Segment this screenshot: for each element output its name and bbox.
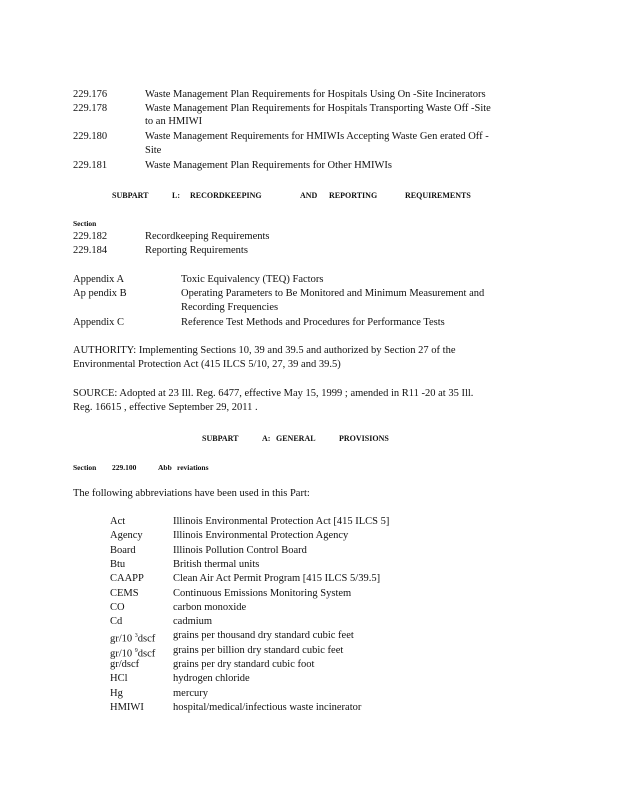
toc-title-continuation: Site: [145, 145, 162, 156]
toc-title: Waste Management Requirements for HMIWIs Accepting Waste Gen erated Off -: [145, 131, 489, 142]
abbreviation-definition: grains per dry standard cubic foot: [173, 659, 315, 670]
abbreviation-definition: Illinois Environmental Protection Act [415 ILCS 5]: [173, 516, 390, 527]
abbreviation-definition: hydrogen chloride: [173, 673, 250, 685]
abbreviation-definition: grains per billion dry standard cubic feet: [173, 644, 344, 656]
intro-text: The following abbreviations have been used in this Part:: [73, 488, 310, 499]
abbreviation-term: HMIWI: [110, 701, 144, 713]
subpart-letter: A:: [262, 434, 271, 443]
section-heading-label: Section: [73, 463, 97, 472]
abbreviation-term: gr/dscf: [110, 659, 140, 670]
abbreviation-term: Cd: [110, 616, 123, 628]
section-heading-title: reviations: [177, 463, 209, 472]
subpart-letter: L:: [172, 191, 180, 200]
abbreviation-term: Agency: [110, 530, 143, 542]
abbreviation-definition: carbon monoxide: [173, 601, 247, 613]
abbreviation-definition: grains per thousand dry standard cubic feet: [173, 630, 354, 642]
appendix-label: Ap pendix B: [73, 288, 127, 299]
subpart-label: SUBPART: [202, 434, 239, 443]
abbreviation-term: Hg: [110, 687, 123, 699]
subpart-title-word: GENERAL: [276, 434, 316, 443]
abbreviation-term: CAAPP: [110, 573, 144, 585]
abbreviation-definition: Illinois Pollution Control Board: [173, 544, 307, 556]
abbreviation-definition: cadmium: [173, 616, 213, 628]
toc-title: Recordkeeping Requirements: [145, 231, 270, 242]
subpart-title-word: PROVISIONS: [339, 434, 389, 443]
source-text: SOURCE: Adopted at 23 Ill. Reg. 6477, effective May 15, 1999 ; amended in R11 -20 at 35 Ill.: [73, 388, 474, 399]
abbreviation-definition: Clean Air Act Permit Program [415 ILCS 5/39.5]: [173, 573, 381, 585]
appendix-title: Toxic Equivalency (TEQ) Factors: [181, 274, 324, 285]
toc-number: 229.176: [73, 89, 108, 100]
section-heading-number: 229.100: [112, 463, 137, 472]
toc-number: 229.178: [73, 103, 108, 114]
toc-number: 229.182: [73, 231, 108, 242]
abbreviation-term: Board: [110, 544, 136, 556]
authority-text: Environmental Protection Act (415 ILCS 5/10, 27, 39 and 39.5): [73, 359, 341, 370]
toc-number: 229.180: [73, 131, 108, 142]
abbreviation-term: CEMS: [110, 587, 139, 599]
appendix-title-continuation: Recording Frequencies: [181, 302, 279, 313]
toc-title-continuation: to an HMIWI: [145, 116, 203, 127]
abbreviation-term: gr/10 $^3$dscf: [110, 633, 156, 645]
abbreviation-term: CO: [110, 601, 125, 613]
toc-title: Reporting Requirements: [145, 245, 248, 256]
abbreviation-definition: British thermal units: [173, 558, 260, 570]
abbreviation-definition: Illinois Environmental Protection Agency: [173, 530, 349, 542]
appendix-title: Operating Parameters to Be Monitored and Minimum Measurement and: [181, 288, 485, 299]
abbreviation-term: Act: [110, 516, 126, 527]
toc-number: 229.181: [73, 160, 108, 171]
subpart-title-word: AND: [300, 191, 318, 200]
subpart-title-word: REQUIREMENTS: [405, 191, 471, 200]
authority-text: AUTHORITY: Implementing Sections 10, 39 and 39.5 and authorized by Section 27 of the: [73, 345, 456, 356]
appendix-title: Reference Test Methods and Procedures for Performance Tests: [181, 317, 445, 328]
toc-title: Waste Management Plan Requirements for Hospitals Using On -Site Incinerators: [145, 89, 486, 100]
appendix-label: Appendix C: [73, 317, 125, 328]
abbreviation-term: HCl: [110, 673, 128, 685]
section-column-label: Section: [73, 219, 97, 228]
appendix-label: Appendix A: [73, 274, 125, 285]
abbreviation-definition: hospital/medical/infectious waste incinerator: [173, 701, 362, 713]
subpart-title-word: REPORTING: [329, 191, 378, 200]
abbreviation-term: Btu: [110, 558, 126, 570]
toc-title: Waste Management Plan Requirements for Other HMIWIs: [145, 160, 393, 171]
abbreviation-term: gr/10 $^9$dscf: [110, 647, 156, 660]
subpart-title-word: RECORDKEEPING: [190, 191, 262, 200]
abbreviation-definition: mercury: [173, 687, 208, 699]
abbreviation-definition: Continuous Emissions Monitoring System: [173, 587, 352, 599]
section-heading-title: Abb: [158, 463, 172, 472]
subpart-label: SUBPART: [112, 191, 149, 200]
toc-title: Waste Management Plan Requirements for Hospitals Transporting Waste Off -Site: [145, 103, 491, 114]
source-text: Reg. 16615 , effective September 29, 2011 .: [73, 402, 258, 413]
toc-number: 229.184: [73, 245, 108, 256]
